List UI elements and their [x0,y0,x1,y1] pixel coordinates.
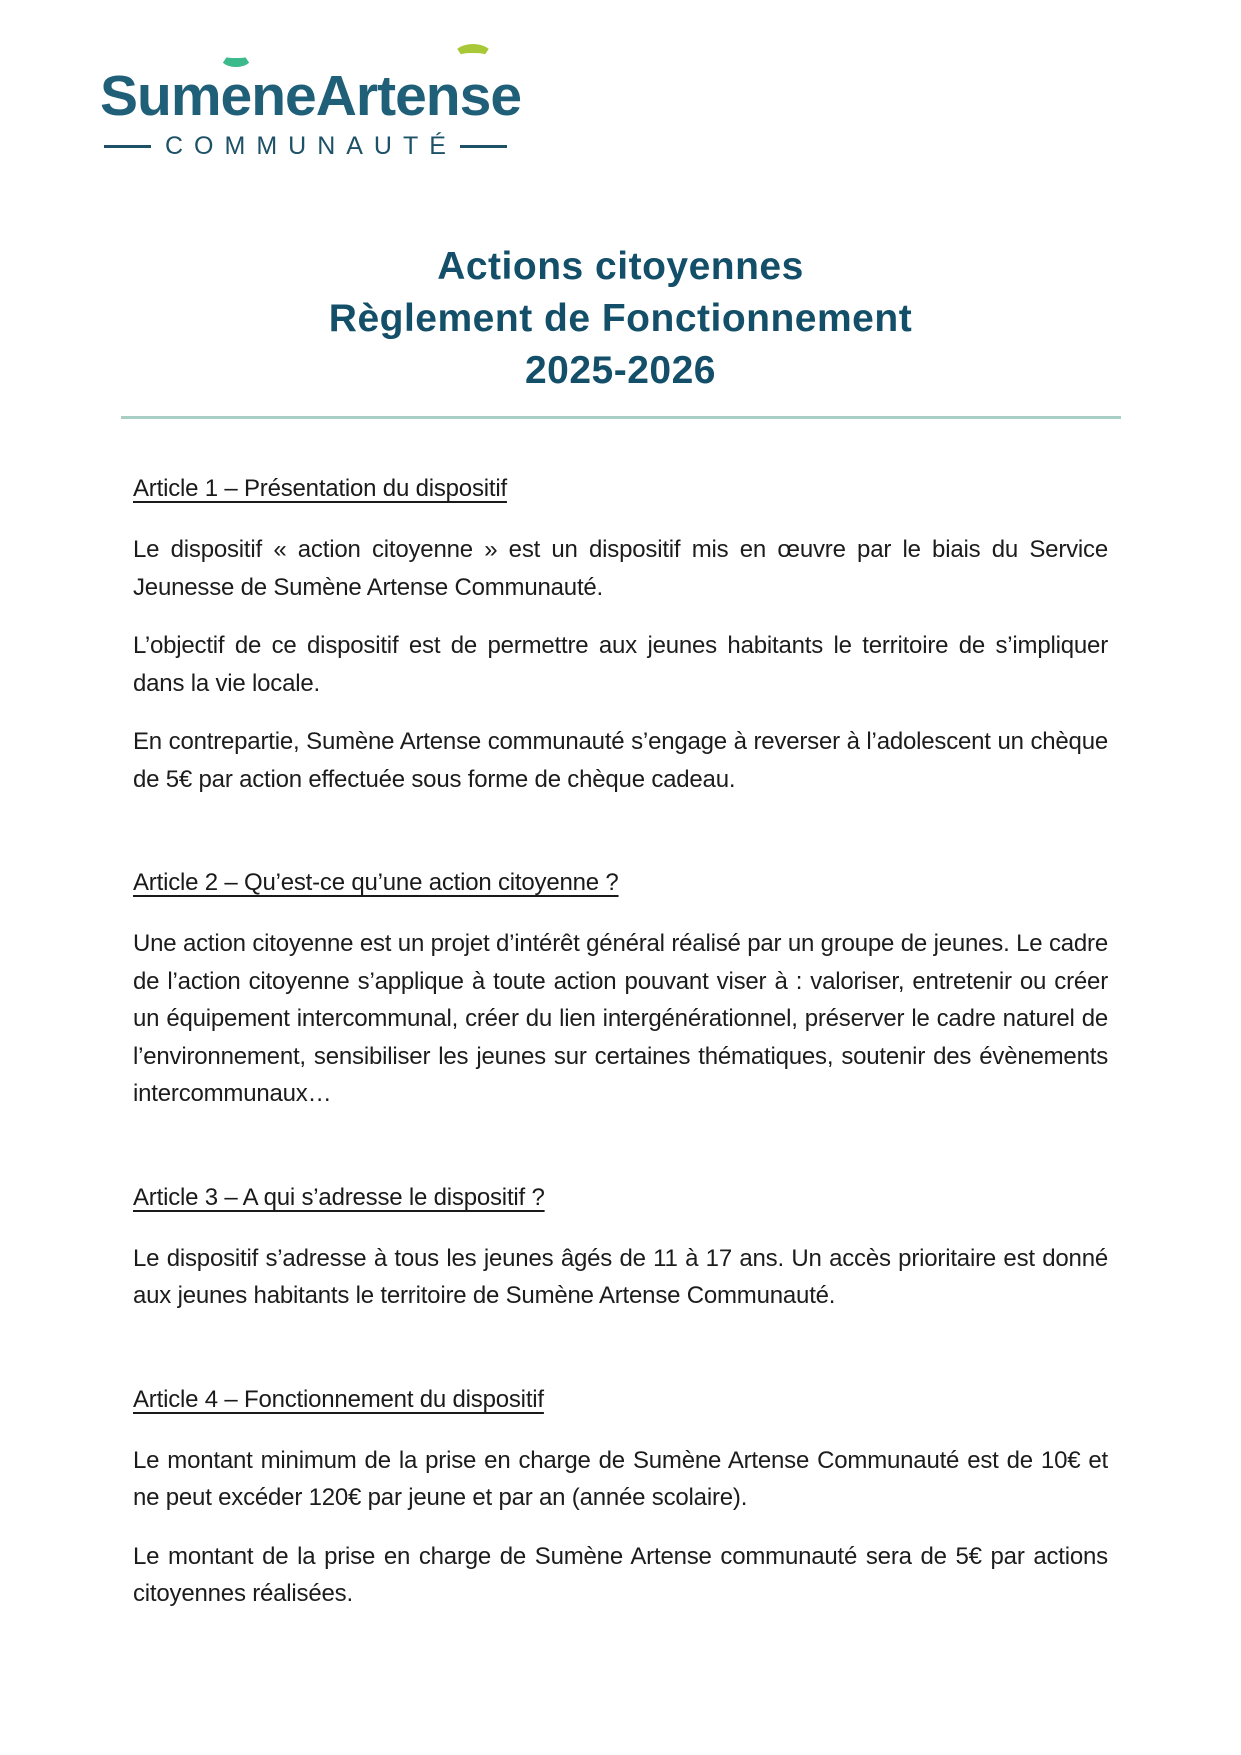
article-2-section [133,868,1108,1113]
article-1-heading: Article 1 – Présentation du dispositif [133,475,507,502]
logo-word2-suffix: e [490,64,522,128]
title-line-1: Actions citoyennes [437,245,804,288]
article-4-paragraph: Le montant de la prise en charge de Sumène Artense communauté sera de 5€ par actions citoyennes réalisées. [133,1542,1108,1607]
organization-logo [100,64,522,160]
document-title [0,241,1241,397]
logo-subtitle: COMMUNAUTÉ [165,132,457,160]
article-4-heading: Article 4 – Fonctionnement du dispositif [133,1385,544,1413]
article-4-section [133,1385,1108,1613]
logo-word2-accented-letter: s [460,68,491,125]
logo-rule-left [104,145,151,148]
title-line-2: Règlement de Fonctionnement [328,297,913,340]
article-3-heading: Article 3 – A qui s’adresse le dispositif ? [133,1183,545,1211]
logo-rule-right [460,145,507,148]
article-4-paragraph: Le montant minimum de la prise en charge de Sumène Artense Communauté est de 10€ et ne peut excéder 120€ par jeune et par an (année scolaire). [133,1446,1108,1511]
title-divider-rule [121,416,1121,419]
title-line-3: 2025-2026 [524,349,716,392]
article-1-paragraph: En contrepartie, Sumène Artense communauté s’engage à reverser à l’adolescent un chèque de 5€ par action effectuée sous forme de chèque cadeau. [133,728,1108,793]
circumflex-accent-icon [454,44,492,66]
article-1-paragraph: L’objectif de ce dispositif est de permettre aux jeunes habitants le territoire de s’impliquer dans la vie locale. [133,632,1108,697]
logo-word1-suffix: ne [251,64,316,128]
logo-subtitle-row [104,134,521,159]
document-body [133,440,1108,1634]
logo-word2-prefix: Arten [315,64,460,128]
logo-word1-accented-letter: e [221,68,252,125]
article-1-paragraph: Le dispositif « action citoyenne » est un dispositif mis en œuvre par le biais du Service Jeunesse de Sumène Artense Communauté. [133,536,1108,601]
logo-word1-prefix: Sum [100,64,221,128]
breve-accent-icon [220,47,252,67]
article-1-section [133,474,1108,798]
logo-wordmark [100,64,522,128]
article-2-heading: Article 2 – Qu’est-ce qu’une action citoyenne ? [133,869,619,896]
article-3-paragraph: Le dispositif s’adresse à tous les jeunes âgés de 11 à 17 ans. Un accès prioritaire est donné aux jeunes habitants le territoire de Sumène Artense Communauté. [133,1244,1108,1309]
article-2-paragraph: Une action citoyenne est un projet d’intérêt général réalisé par un groupe de jeunes. Le cadre de l’action citoyenne s’applique à toute action pouvant viser à : valoriser, entretenir ou créer un équipement intercommunal, créer du lien intergénérationnel, préserver le cadre naturel de l’environnement, sensibiliser les jeunes sur certaines thématiques, soutenir des évènements intercommunaux… [133,930,1108,1107]
article-3-section [133,1183,1108,1315]
